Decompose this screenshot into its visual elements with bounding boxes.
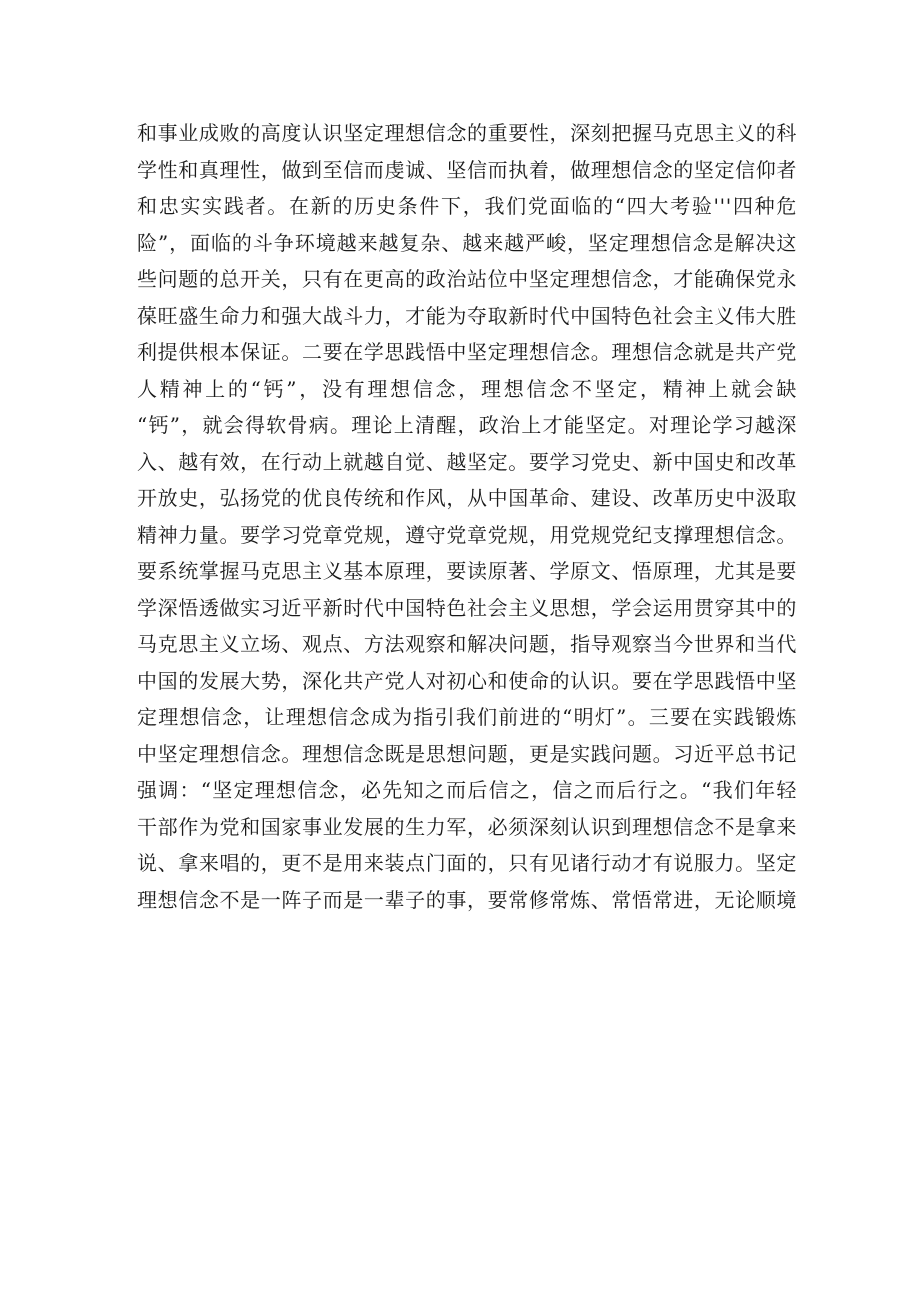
text-line: 说、拿来唱的，更不是用来装点门面的，只有见诸行动才有说服力。坚定 — [137, 851, 797, 875]
text-line: 定理想信念，让理想信念成为指引我们前进的“明灯”。三要在实践锻炼 — [137, 705, 797, 729]
text-line: 中国的发展大势，深化共产党人对初心和使命的认识。要在学思践悟中坚 — [137, 668, 797, 693]
text-line: 险”，面临的斗争环境越来越复杂、越来越严峻，坚定理想信念是解决这 — [137, 230, 797, 255]
text-line: 学深悟透做实习近平新时代中国特色社会主义思想，学会运用贯穿其中的 — [137, 595, 797, 620]
body-text — [137, 115, 797, 918]
text-line: 利提供根本保证。二要在学思践悟中坚定理想信念。理想信念就是共产党 — [137, 340, 797, 364]
text-line: 开放史，弘扬党的优良传统和作风，从中国革命、建设、改革历史中汲取 — [137, 486, 797, 510]
text-line: 强调：“坚定理想信念，必先知之而后信之，信之而后行之。“我们年轻 — [137, 778, 797, 802]
text-line: 和忠实实践者。在新的历史条件下，我们党面临的“四大考验'''四种危 — [137, 194, 797, 218]
text-line: 入、越有效，在行动上就越自觉、越坚定。要学习党史、新中国史和改革 — [137, 449, 797, 474]
text-line: 干部作为党和国家事业发展的生力军，必须深刻认识到理想信念不是拿来 — [137, 814, 797, 839]
text-line: 中坚定理想信念。理想信念既是思想问题，更是实践问题。习近平总书记 — [137, 741, 797, 766]
text-line: 马克思主义立场、观点、方法观察和解决问题，指导观察当今世界和当代 — [137, 632, 797, 656]
text-line: 和事业成败的高度认识坚定理想信念的重要性，深刻把握马克思主义的科 — [137, 121, 797, 145]
text-line: 些问题的总开关，只有在更高的政治站位中坚定理想信念，才能确保党永 — [137, 267, 797, 291]
text-line: 要系统掌握马克思主义基本原理，要读原著、学原文、悟原理，尤其是要 — [137, 559, 797, 583]
text-line: 理想信念不是一阵子而是一辈子的事，要常修常炼、常悟常进，无论顺境 — [137, 887, 797, 912]
text-line: 学性和真理性，做到至信而虔诚、坚信而执着，做理想信念的坚定信仰者 — [137, 157, 797, 182]
text-line: 精神力量。要学习党章党规，遵守党章党规，用党规党纪支撑理想信念。 — [137, 522, 797, 547]
text-line: “钙”，就会得软骨病。理论上清醒，政治上才能坚定。对理论学习越深 — [137, 413, 797, 437]
text-line: 葆旺盛生命力和强大战斗力，才能为夺取新时代中国特色社会主义伟大胜 — [137, 303, 797, 328]
text-line: 人精神上的“钙”，没有理想信念，理想信念不坚定，精神上就会缺 — [137, 376, 797, 401]
